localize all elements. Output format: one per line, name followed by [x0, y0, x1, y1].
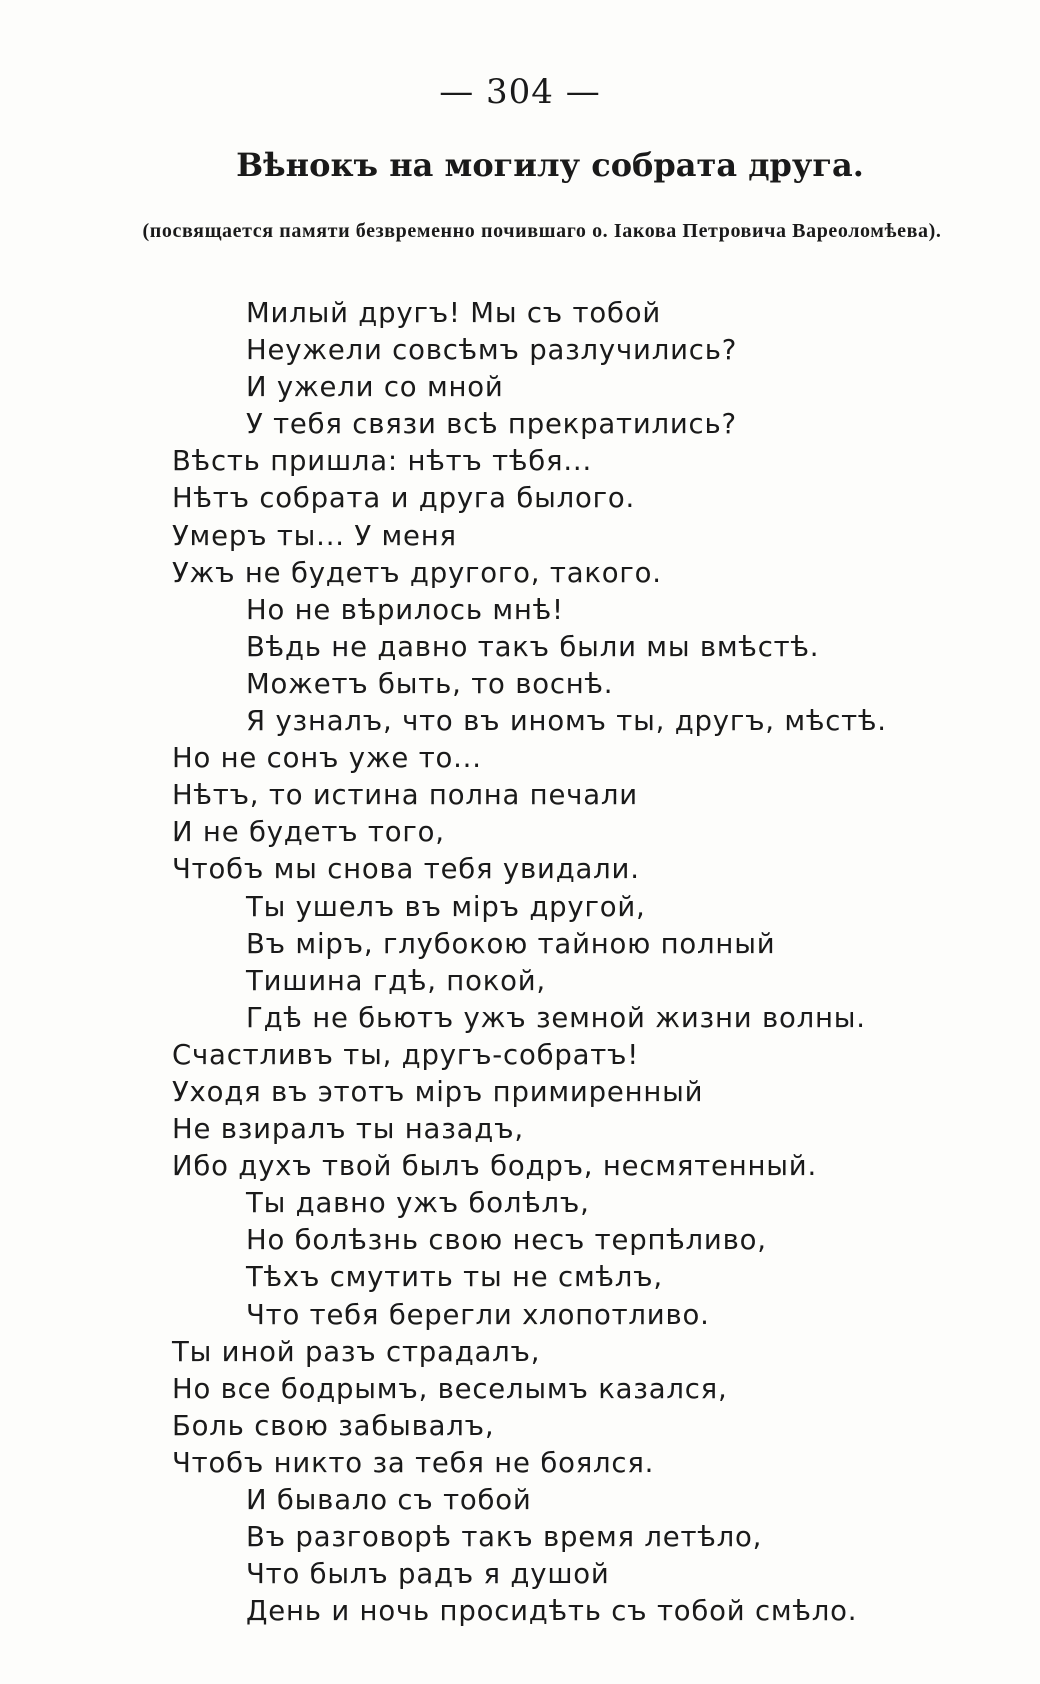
poem-body — [0, 295, 1040, 1630]
poem-title: Вѣнокъ на могилу собрата друга. — [236, 146, 864, 184]
poem-line: Милый другъ! Мы съ тобой — [246, 297, 662, 329]
poem-line: Тишина гдѣ, покой, — [246, 964, 546, 997]
poem-line: Ибо духъ твой былъ бодръ, несмятенный. — [172, 1150, 818, 1183]
poem-line: День и ночь просидѣть съ тобой смѣло. — [246, 1595, 858, 1628]
poem-line: Гдѣ не бьютъ ужъ земной жизни волны. — [246, 1001, 866, 1034]
poem-line: Неужели совсѣмъ разлучились? — [246, 334, 738, 367]
poem-line: Боль свою забывалъ, — [172, 1409, 495, 1442]
poem-line: Ты ушелъ въ міръ другой, — [246, 890, 646, 923]
poem-line: Не взиралъ ты назадъ, — [172, 1113, 524, 1146]
poem-line: Но не вѣрилось мнѣ! — [246, 593, 564, 626]
poem-line: Нѣтъ собрата и друга былого. — [172, 482, 636, 515]
poem-line: Что тебя берегли хлопотливо. — [246, 1298, 710, 1331]
poem-line: Уходя въ этотъ міръ примиренный — [172, 1075, 704, 1108]
poem-line: Вѣсть пришла: нѣтъ тѣбя... — [172, 445, 593, 478]
poem-line: Счастливъ ты, другъ-собратъ! — [172, 1038, 640, 1071]
poem-line: Ты иной разъ страдалъ, — [172, 1335, 541, 1368]
poem-line: Умеръ ты... У меня — [172, 519, 457, 552]
poem-line: И не будетъ того, — [172, 816, 445, 849]
poem-line: Тѣхъ смутить ты не смѣлъ, — [246, 1261, 663, 1294]
poem-line: И ужели со мной — [246, 371, 504, 404]
poem-line: Но не сонъ уже то... — [172, 742, 482, 775]
poem-line: Но болѣзнь свою несъ терпѣливо, — [246, 1224, 767, 1257]
poem-dedication: (посвящается памяти безвременно почившаго о. Іакова Петровича Вареоломѣева). — [142, 220, 942, 242]
poem-line: Чтобъ мы снова тебя увидали. — [172, 853, 640, 886]
poem-line: Ты давно ужъ болѣлъ, — [246, 1187, 590, 1220]
poem-line: Ужъ не будетъ другого, такого. — [172, 556, 662, 589]
poem-line: Можетъ быть, то воснѣ. — [246, 667, 614, 700]
poem-line: И бывало съ тобой — [246, 1484, 532, 1516]
poem-line: Но все бодрымъ, веселымъ казался, — [172, 1372, 728, 1405]
poem-line: Что былъ радъ я душой — [246, 1558, 610, 1591]
page-number: — 304 — — [439, 72, 601, 112]
poem-line: Я узналъ, что въ иномъ ты, другъ, мѣстѣ. — [246, 705, 887, 738]
poem-line: Вѣдь не давно такъ были мы вмѣстѣ. — [246, 630, 820, 663]
poem-line: Чтобъ никто за тебя не боялся. — [172, 1446, 655, 1479]
poem-line: Въ міръ, глубокою тайною полный — [246, 927, 776, 960]
poem-line: Нѣтъ, то истина полна печали — [172, 779, 638, 812]
poem-line: Въ разговорѣ такъ время летѣло, — [246, 1521, 763, 1554]
poem-line: У тебя связи всѣ прекратились? — [246, 408, 737, 441]
